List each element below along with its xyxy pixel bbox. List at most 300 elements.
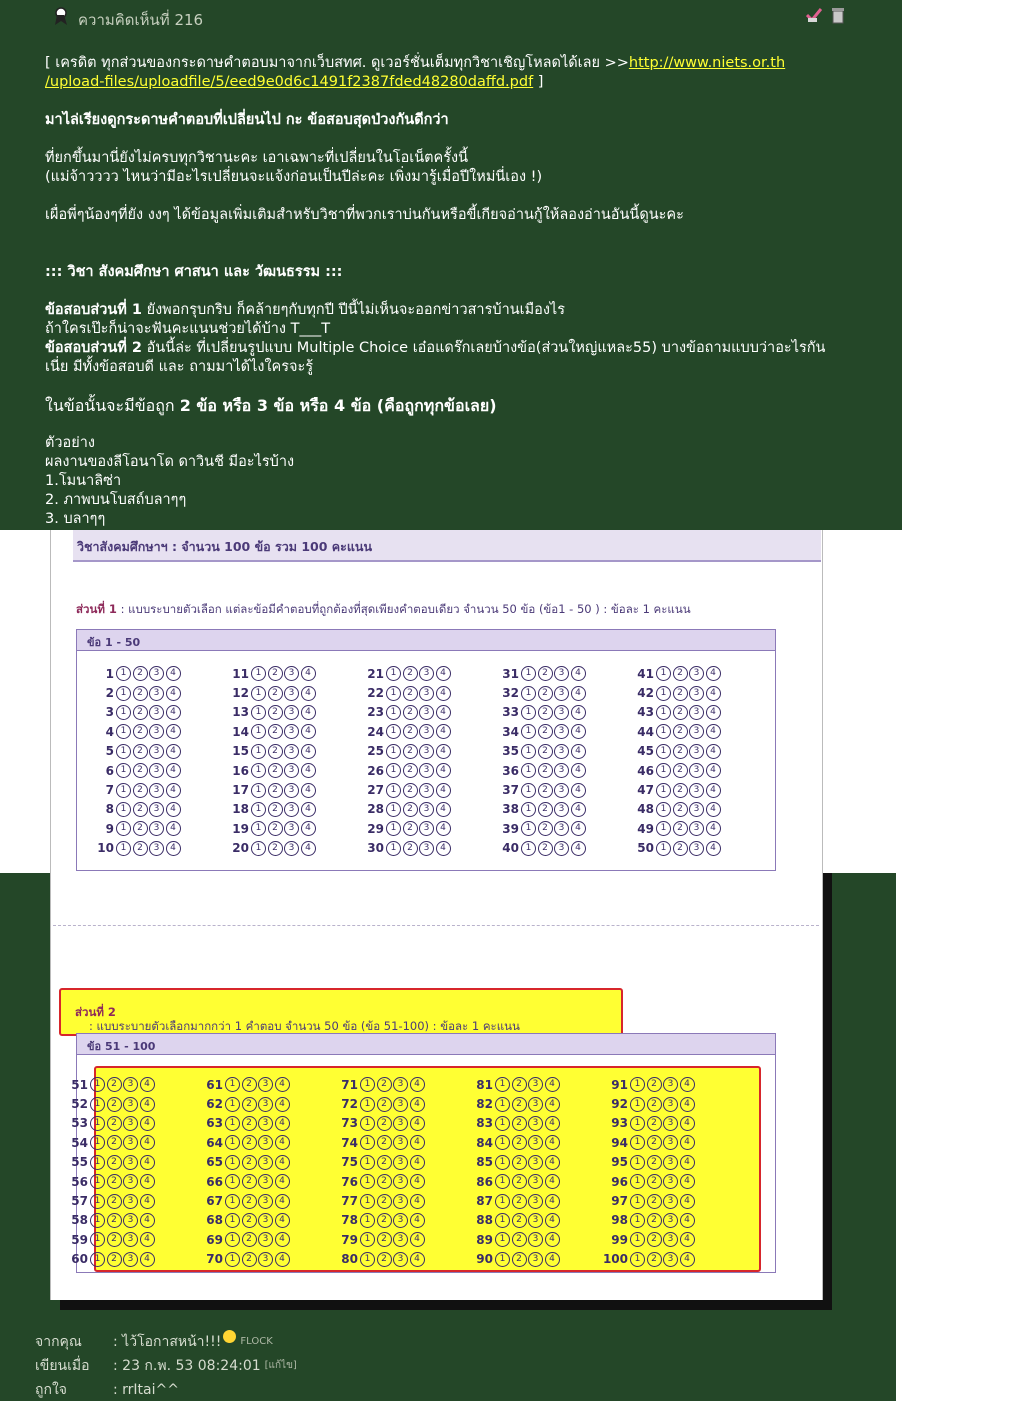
- choice-bubble: 3: [258, 1194, 273, 1209]
- question-number: 75: [341, 1155, 358, 1170]
- choice-bubble: 2: [268, 763, 283, 778]
- choice-bubble: 3: [663, 1135, 678, 1150]
- choice-bubble: 2: [538, 841, 553, 856]
- question-number: 40: [502, 841, 519, 856]
- choice-bubble: 1: [225, 1116, 240, 1131]
- choice-bubble: 4: [571, 802, 586, 817]
- choice-bubble: 3: [528, 1213, 543, 1228]
- example-label: ตัวอย่าง: [45, 435, 95, 451]
- choice-bubble: 2: [512, 1232, 527, 1247]
- question-number: 26: [367, 763, 384, 778]
- trash-icon[interactable]: [830, 6, 846, 24]
- answer-item-45: [627, 742, 762, 761]
- answer-item-93: [601, 1114, 736, 1133]
- question-number: 73: [341, 1116, 358, 1131]
- choice-bubble: 1: [251, 783, 266, 798]
- choice-bubble: 2: [107, 1213, 122, 1228]
- question-number: 24: [367, 724, 384, 739]
- choice-bubble: 3: [149, 841, 164, 856]
- choice-bubble: 2: [268, 783, 283, 798]
- question-number: 14: [232, 724, 249, 739]
- choice-bubble: 4: [680, 1174, 695, 1189]
- answer-item-66: [196, 1172, 331, 1191]
- question-number: 28: [367, 802, 384, 817]
- choice-bubble: 2: [377, 1174, 392, 1189]
- answer-item-4: [87, 722, 222, 741]
- choice-bubble: 3: [528, 1116, 543, 1131]
- choice-bubble: 2: [133, 744, 148, 759]
- choice-bubble: 4: [301, 763, 316, 778]
- choice-bubble: 3: [393, 1213, 408, 1228]
- choice-bubble: 2: [647, 1135, 662, 1150]
- choice-bubble: 4: [275, 1252, 290, 1267]
- choice-bubble: 4: [706, 744, 721, 759]
- choice-bubble: 4: [140, 1135, 155, 1150]
- answer-item-82: [466, 1094, 601, 1113]
- choice-bubble: 4: [706, 705, 721, 720]
- choice-bubble: 1: [360, 1252, 375, 1267]
- answer-item-11: [222, 664, 357, 683]
- question-number: 9: [105, 821, 114, 836]
- choice-bubble: 1: [630, 1135, 645, 1150]
- question-number: 57: [71, 1194, 88, 1209]
- choice-bubble: 2: [268, 744, 283, 759]
- post-body: [45, 54, 875, 529]
- choice-bubble: 1: [521, 666, 536, 681]
- choice-bubble: 1: [630, 1116, 645, 1131]
- choice-bubble: 1: [386, 666, 401, 681]
- choice-bubble: 3: [149, 686, 164, 701]
- answer-item-12: [222, 683, 357, 702]
- answer-item-55: [61, 1153, 196, 1172]
- choice-bubble: 1: [90, 1174, 105, 1189]
- question-number: 89: [476, 1232, 493, 1247]
- choice-bubble: 3: [689, 744, 704, 759]
- question-number: 56: [71, 1174, 88, 1189]
- question-number: 55: [71, 1155, 88, 1170]
- choice-bubble: 4: [410, 1232, 425, 1247]
- question-number: 33: [502, 705, 519, 720]
- question-number: 67: [206, 1194, 223, 1209]
- sheet-part2-prefix: ส่วนที่ 2: [75, 1005, 116, 1019]
- answer-item-31: [492, 664, 627, 683]
- choice-bubble: 2: [268, 724, 283, 739]
- question-number: 10: [97, 841, 114, 856]
- choice-bubble: 1: [251, 744, 266, 759]
- choice-bubble: 2: [377, 1252, 392, 1267]
- choice-bubble: 4: [436, 666, 451, 681]
- choice-bubble: 1: [521, 744, 536, 759]
- answer-item-47: [627, 780, 762, 799]
- choice-bubble: 3: [554, 705, 569, 720]
- choice-bubble: 2: [647, 1194, 662, 1209]
- choice-bubble: 2: [538, 802, 553, 817]
- choice-bubble: 1: [521, 763, 536, 778]
- credit-link-path[interactable]: /upload-files/uploadfile/5/eed9e0d6c1491f2387fded48280daffd.pdf: [45, 74, 534, 90]
- choice-bubble: 3: [689, 763, 704, 778]
- choice-bubble: 4: [410, 1252, 425, 1267]
- choice-bubble: 1: [360, 1097, 375, 1112]
- choice-bubble: 4: [680, 1155, 695, 1170]
- choice-bubble: 2: [242, 1174, 257, 1189]
- question-number: 3: [105, 705, 114, 720]
- choice-bubble: 1: [90, 1097, 105, 1112]
- question-number: 74: [341, 1135, 358, 1150]
- choice-bubble: 1: [225, 1174, 240, 1189]
- choice-bubble: 1: [495, 1097, 510, 1112]
- example-option-1: 1.โมนาลิซ่า: [45, 473, 122, 489]
- choice-bubble: 3: [528, 1155, 543, 1170]
- choice-bubble: 3: [419, 744, 434, 759]
- question-number: 65: [206, 1155, 223, 1170]
- part1-text-2: ถ้าใครเป๊ะก็น่าจะฟันคะแนนช่วยได้บ้าง T___T: [45, 321, 331, 337]
- choice-bubble: 4: [545, 1097, 560, 1112]
- choice-bubble: 2: [133, 841, 148, 856]
- credit-prefix: [ เครดิต ทุกส่วนของกระดาษคำตอบมาจากเว็บสทศ. ดูเวอร์ชั่นเต็มทุกวิชาเชิญโหลดได้เลย >>: [45, 55, 629, 71]
- choice-bubble: 3: [284, 763, 299, 778]
- choice-bubble: 2: [377, 1232, 392, 1247]
- question-number: 29: [367, 821, 384, 836]
- choice-bubble: 3: [554, 686, 569, 701]
- choice-bubble: 4: [545, 1155, 560, 1170]
- liked-value: : rrItai^^: [113, 1382, 179, 1398]
- choice-bubble: 4: [410, 1194, 425, 1209]
- choice-bubble: 1: [656, 666, 671, 681]
- choice-bubble: 3: [149, 705, 164, 720]
- question-number: 45: [637, 744, 654, 759]
- choice-bubble: 3: [528, 1097, 543, 1112]
- question-number: 96: [611, 1174, 628, 1189]
- question-number: 83: [476, 1116, 493, 1131]
- choice-bubble: 2: [673, 724, 688, 739]
- choice-bubble: 1: [225, 1232, 240, 1247]
- answer-item-35: [492, 742, 627, 761]
- question-number: 88: [476, 1213, 493, 1228]
- choice-bubble: 2: [538, 821, 553, 836]
- choice-bubble: 3: [419, 686, 434, 701]
- choice-bubble: 1: [495, 1135, 510, 1150]
- choice-bubble: 3: [123, 1077, 138, 1092]
- choice-bubble: 1: [90, 1194, 105, 1209]
- choice-bubble: 2: [403, 705, 418, 720]
- choice-bubble: 1: [521, 783, 536, 798]
- choice-bubble: 1: [495, 1174, 510, 1189]
- choice-bubble: 3: [123, 1116, 138, 1131]
- choice-bubble: 3: [663, 1155, 678, 1170]
- answer-item-41: [627, 664, 762, 683]
- choice-bubble: 3: [528, 1194, 543, 1209]
- choice-bubble: 3: [528, 1232, 543, 1247]
- choice-bubble: 2: [133, 821, 148, 836]
- question-number: 98: [611, 1213, 628, 1228]
- choice-bubble: 1: [656, 705, 671, 720]
- question-number: 62: [206, 1097, 223, 1112]
- choice-bubble: 2: [107, 1116, 122, 1131]
- answer-item-27: [357, 780, 492, 799]
- choice-bubble: 1: [495, 1116, 510, 1131]
- choice-bubble: 1: [360, 1194, 375, 1209]
- question-number: 13: [232, 705, 249, 720]
- choice-bubble: 4: [410, 1116, 425, 1131]
- choice-bubble: 2: [377, 1097, 392, 1112]
- choice-bubble: 2: [512, 1135, 527, 1150]
- choice-bubble: 3: [284, 744, 299, 759]
- choice-bubble: 3: [123, 1155, 138, 1170]
- from-value[interactable]: : ไว้โอกาสหน้า!!!: [113, 1334, 222, 1350]
- answer-item-56: [61, 1172, 196, 1191]
- choice-bubble: 2: [133, 666, 148, 681]
- choice-bubble: 1: [360, 1135, 375, 1150]
- question-number: 94: [611, 1135, 628, 1150]
- liked-label: ถูกใจ: [35, 1382, 67, 1398]
- choice-bubble: 4: [301, 744, 316, 759]
- answer-item-64: [196, 1133, 331, 1152]
- choice-bubble: 1: [386, 841, 401, 856]
- choice-bubble: 1: [656, 841, 671, 856]
- flock-badge: FLOCK: [240, 1336, 273, 1347]
- choice-bubble: 4: [571, 841, 586, 856]
- sheet-part1-label: [76, 601, 691, 619]
- comment-header: [52, 6, 852, 30]
- choice-bubble: 3: [258, 1116, 273, 1131]
- choice-bubble: 2: [133, 783, 148, 798]
- answer-item-90: [466, 1250, 601, 1269]
- answer-item-84: [466, 1133, 601, 1152]
- choice-bubble: 4: [301, 724, 316, 739]
- rule-text: 2 ข้อ หรือ 3 ข้อ หรือ 4 ข้อ (คือถูกทุกข้อเลย): [179, 396, 497, 415]
- choice-bubble: 3: [419, 705, 434, 720]
- answer-item-58: [61, 1211, 196, 1230]
- choice-bubble: 1: [116, 724, 131, 739]
- question-number: 59: [71, 1232, 88, 1247]
- choice-bubble: 1: [90, 1116, 105, 1131]
- choice-bubble: 3: [149, 666, 164, 681]
- choice-bubble: 4: [545, 1213, 560, 1228]
- credit-link[interactable]: http://www.niets.or.th: [628, 55, 786, 71]
- question-number: 11: [232, 666, 249, 681]
- choice-bubble: 4: [410, 1174, 425, 1189]
- question-number: 91: [611, 1077, 628, 1092]
- choice-bubble: 1: [360, 1232, 375, 1247]
- choice-bubble: 2: [647, 1252, 662, 1267]
- question-number: 51: [71, 1077, 88, 1092]
- choice-bubble: 2: [242, 1232, 257, 1247]
- choice-bubble: 2: [538, 763, 553, 778]
- choice-bubble: 2: [538, 724, 553, 739]
- answer-item-37: [492, 780, 627, 799]
- choice-bubble: 4: [140, 1116, 155, 1131]
- choice-bubble: 1: [116, 821, 131, 836]
- choice-bubble: 3: [393, 1174, 408, 1189]
- answer-item-85: [466, 1153, 601, 1172]
- answer-item-94: [601, 1133, 736, 1152]
- choice-bubble: 4: [706, 763, 721, 778]
- choice-bubble: 4: [680, 1077, 695, 1092]
- answer-item-95: [601, 1153, 736, 1172]
- choice-bubble: 4: [166, 841, 181, 856]
- choice-bubble: 1: [495, 1232, 510, 1247]
- answer-item-9: [87, 819, 222, 838]
- choice-bubble: 2: [403, 802, 418, 817]
- choice-bubble: 3: [393, 1077, 408, 1092]
- question-number: 54: [71, 1135, 88, 1150]
- choice-bubble: 4: [545, 1116, 560, 1131]
- choice-bubble: 3: [689, 686, 704, 701]
- answer-item-21: [357, 664, 492, 683]
- choice-bubble: 4: [301, 686, 316, 701]
- choice-bubble: 1: [495, 1194, 510, 1209]
- question-number: 20: [232, 841, 249, 856]
- answer-item-20: [222, 839, 357, 858]
- choice-bubble: 2: [377, 1155, 392, 1170]
- answer-item-87: [466, 1191, 601, 1210]
- answer-item-79: [331, 1230, 466, 1249]
- choice-bubble: 3: [554, 666, 569, 681]
- answer-item-16: [222, 761, 357, 780]
- choice-bubble: 2: [673, 744, 688, 759]
- question-number: 66: [206, 1174, 223, 1189]
- choice-bubble: 3: [123, 1252, 138, 1267]
- answer-item-1: [87, 664, 222, 683]
- answer-item-44: [627, 722, 762, 741]
- page-divider: [53, 925, 819, 926]
- question-number: 35: [502, 744, 519, 759]
- choice-bubble: 3: [149, 821, 164, 836]
- choice-bubble: 3: [419, 666, 434, 681]
- choice-bubble: 3: [258, 1252, 273, 1267]
- choice-bubble: 2: [538, 744, 553, 759]
- question-number: 81: [476, 1077, 493, 1092]
- part2-text-2: เนี่ย มีทั้งข้อสอบดี และ ถามมาได้ไงใครจะรู้: [45, 359, 314, 375]
- choice-bubble: 3: [149, 783, 164, 798]
- choice-bubble: 1: [116, 744, 131, 759]
- subject-heading: ::: วิชา สังคมศึกษา ศาสนา และ วัฒนธรรม :::: [45, 264, 343, 280]
- answer-item-71: [331, 1075, 466, 1094]
- post-line-2: (แม่จ้าวววว ไหนว่ามีอะไรเปลี่ยนจะแจ้งก่อนเป็นปีล่ะคะ เพิ่งมารู้เมื่อปีใหม่นี่เอง !): [45, 169, 543, 185]
- answer-item-30: [357, 839, 492, 858]
- question-number: 34: [502, 724, 519, 739]
- answer-item-23: [357, 703, 492, 722]
- choice-bubble: 3: [258, 1232, 273, 1247]
- question-number: 50: [637, 841, 654, 856]
- choice-bubble: 1: [225, 1194, 240, 1209]
- choice-bubble: 3: [393, 1116, 408, 1131]
- choice-bubble: 1: [386, 705, 401, 720]
- choice-bubble: 4: [436, 802, 451, 817]
- choice-bubble: 2: [107, 1097, 122, 1112]
- choice-bubble: 3: [663, 1232, 678, 1247]
- answer-item-15: [222, 742, 357, 761]
- answer-item-52: [61, 1094, 196, 1113]
- choice-bubble: 4: [571, 763, 586, 778]
- question-number: 85: [476, 1155, 493, 1170]
- answer-box-2-label: ข้อ 51 - 100: [87, 1040, 156, 1053]
- choice-bubble: 1: [656, 724, 671, 739]
- choice-bubble: 4: [545, 1194, 560, 1209]
- choice-bubble: 2: [268, 705, 283, 720]
- choice-bubble: 2: [512, 1213, 527, 1228]
- answer-item-42: [627, 683, 762, 702]
- answer-item-53: [61, 1114, 196, 1133]
- question-number: 71: [341, 1077, 358, 1092]
- choice-bubble: 2: [673, 821, 688, 836]
- choice-bubble: 4: [680, 1097, 695, 1112]
- check-icon[interactable]: [806, 6, 822, 24]
- choice-bubble: 4: [275, 1155, 290, 1170]
- choice-bubble: 1: [521, 841, 536, 856]
- question-number: 64: [206, 1135, 223, 1150]
- choice-bubble: 1: [656, 802, 671, 817]
- choice-bubble: 1: [251, 705, 266, 720]
- choice-bubble: 4: [301, 666, 316, 681]
- choice-bubble: 1: [225, 1097, 240, 1112]
- choice-bubble: 1: [90, 1155, 105, 1170]
- choice-bubble: 2: [242, 1213, 257, 1228]
- choice-bubble: 4: [706, 724, 721, 739]
- choice-bubble: 2: [512, 1252, 527, 1267]
- choice-bubble: 3: [258, 1135, 273, 1150]
- answer-item-81: [466, 1075, 601, 1094]
- choice-bubble: 4: [275, 1116, 290, 1131]
- question-number: 70: [206, 1252, 223, 1267]
- choice-bubble: 3: [663, 1116, 678, 1131]
- question-number: 30: [367, 841, 384, 856]
- choice-bubble: 4: [140, 1174, 155, 1189]
- choice-bubble: 3: [528, 1174, 543, 1189]
- choice-bubble: 4: [571, 686, 586, 701]
- edit-link[interactable]: [แก้ไข]: [264, 1360, 297, 1371]
- choice-bubble: 2: [377, 1135, 392, 1150]
- from-label: จากคุณ: [35, 1334, 82, 1350]
- choice-bubble: 2: [647, 1116, 662, 1131]
- answer-item-10: [87, 839, 222, 858]
- choice-bubble: 2: [377, 1077, 392, 1092]
- user-icon: [52, 7, 70, 27]
- choice-bubble: 1: [630, 1097, 645, 1112]
- question-number: 63: [206, 1116, 223, 1131]
- sheet-title: วิชาสังคมศึกษาฯ : จำนวน 100 ข้อ รวม 100 คะแนน: [77, 539, 372, 554]
- choice-bubble: 4: [436, 821, 451, 836]
- choice-bubble: 1: [116, 802, 131, 817]
- choice-bubble: 3: [393, 1135, 408, 1150]
- choice-bubble: 3: [528, 1252, 543, 1267]
- choice-bubble: 1: [630, 1194, 645, 1209]
- choice-bubble: 2: [242, 1252, 257, 1267]
- question-number: 92: [611, 1097, 628, 1112]
- question-number: 90: [476, 1252, 493, 1267]
- choice-bubble: 3: [258, 1097, 273, 1112]
- choice-bubble: 3: [284, 686, 299, 701]
- choice-bubble: 3: [419, 724, 434, 739]
- choice-bubble: 4: [410, 1155, 425, 1170]
- choice-bubble: 1: [360, 1213, 375, 1228]
- answer-item-34: [492, 722, 627, 741]
- sheet-title-bar: [73, 530, 821, 562]
- answer-item-48: [627, 800, 762, 819]
- answer-item-57: [61, 1191, 196, 1210]
- answer-item-14: [222, 722, 357, 741]
- choice-bubble: 2: [647, 1097, 662, 1112]
- answer-item-7: [87, 780, 222, 799]
- choice-bubble: 3: [663, 1213, 678, 1228]
- answer-grid-1: [87, 664, 762, 858]
- comment-title: ความคิดเห็นที่ 216: [78, 11, 204, 29]
- smile-icon: [223, 1330, 236, 1343]
- answer-item-18: [222, 800, 357, 819]
- answer-grid-2: [61, 1075, 736, 1269]
- question-number: 80: [341, 1252, 358, 1267]
- choice-bubble: 4: [140, 1213, 155, 1228]
